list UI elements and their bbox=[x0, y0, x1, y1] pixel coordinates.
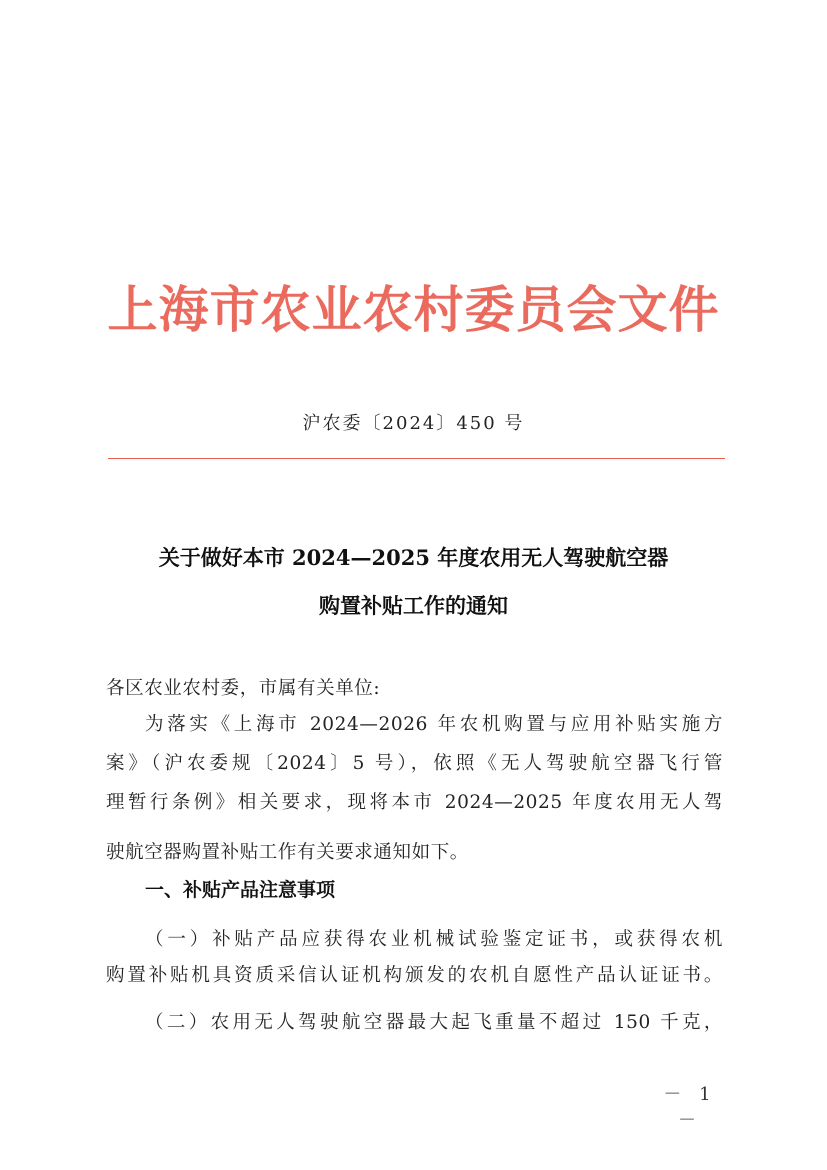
item-1-line: 购置补贴机具资质采信认证机构颁发的农机自愿性产品认证证书。 bbox=[106, 965, 723, 986]
item-1-line: （一）补贴产品应获得农业机械试验鉴定证书，或获得农机 bbox=[145, 929, 723, 950]
intro-paragraph-line: 案》（沪农委规〔2024〕5 号），依照《无人驾驶航空器飞行管 bbox=[106, 753, 723, 774]
salutation: 各区农业农村委，市属有关单位: bbox=[106, 678, 381, 699]
intro-paragraph-line: 理暂行条例》相关要求，现将本市 2024—2025 年度农用无人驾 bbox=[106, 792, 723, 813]
document-number: 沪农委〔2024〕450 号 bbox=[302, 413, 525, 434]
intro-paragraph-line: 为落实《上海市 2024—2026 年农机购置与应用补贴实施方 bbox=[145, 714, 723, 735]
red-divider-line bbox=[108, 458, 725, 459]
notice-title-line-2: 购置补贴工作的通知 bbox=[319, 593, 508, 618]
document-header-title: 上海市农业农村委员会文件 bbox=[107, 280, 720, 339]
section-heading: 一、补贴产品注意事项 bbox=[145, 879, 336, 901]
item-2-line: （二）农用无人驾驶航空器最大起飞重量不超过 150 千克， bbox=[145, 1012, 723, 1033]
notice-title-line-1: 关于做好本市 2024—2025 年度农用无人驾驶航空器 bbox=[158, 545, 669, 570]
intro-paragraph-line: 驶航空器购置补贴工作有关要求通知如下。 bbox=[106, 842, 469, 863]
page-number: － 1 － bbox=[663, 1084, 717, 1131]
